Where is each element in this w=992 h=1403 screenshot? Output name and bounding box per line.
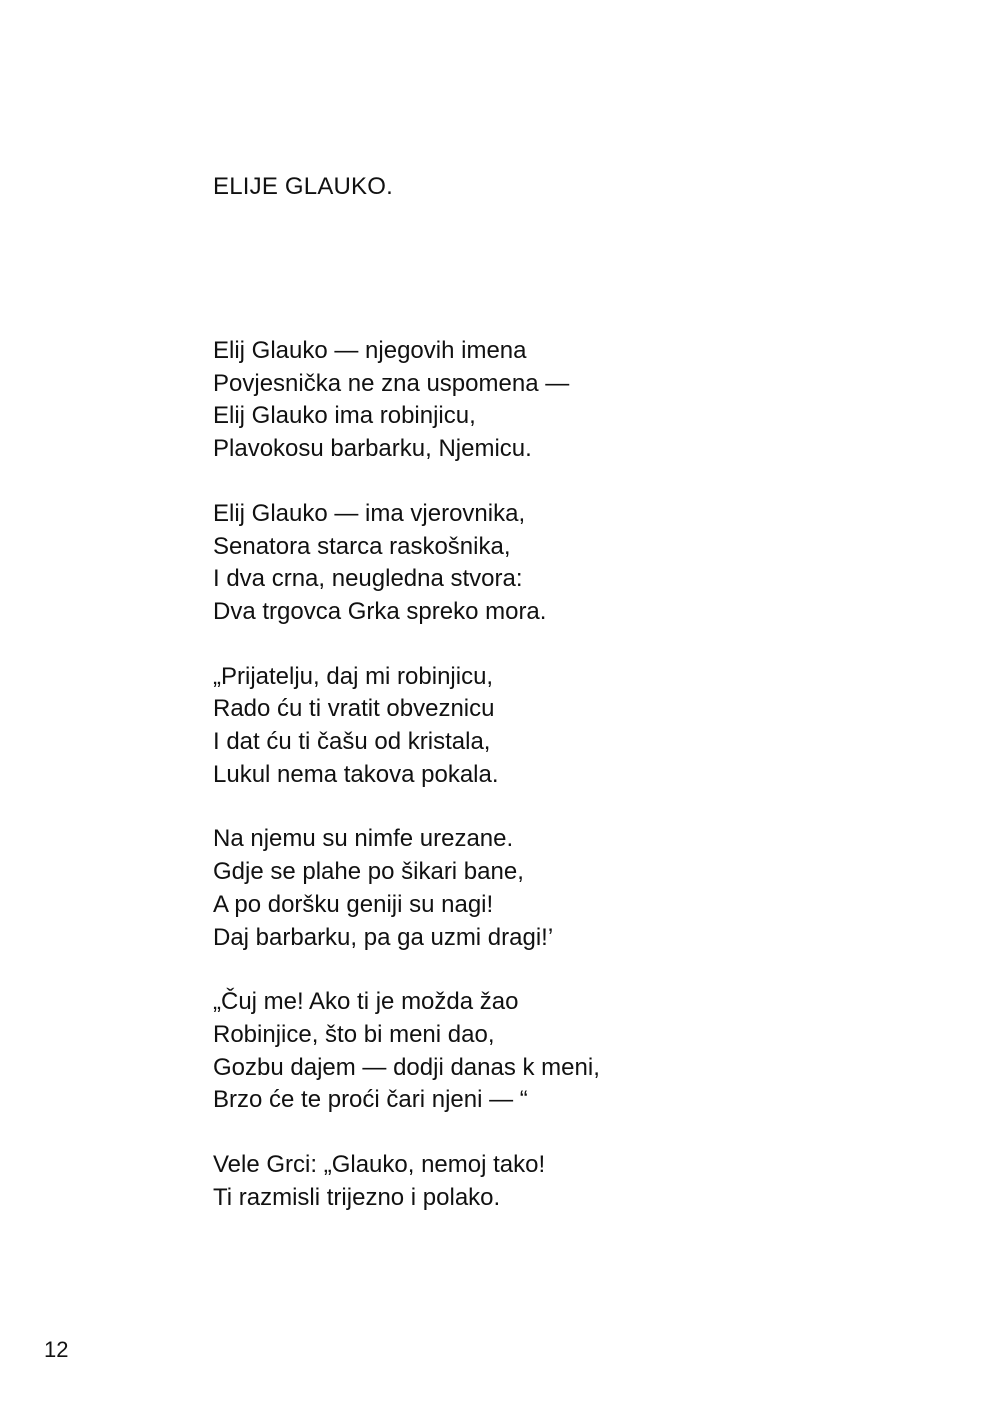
verse-line: Na njemu su nimfe urezane. — [213, 825, 514, 853]
verse-line: Ti razmisli trijezno i polako. — [213, 1183, 501, 1211]
poem-title: ELIJE GLAUKO. — [213, 173, 393, 200]
verse-line: Elij Glauko — ima vjerovnika, — [213, 499, 526, 527]
stanza — [213, 823, 600, 954]
verse-line: Gdje se plahe po šikari bane, — [213, 858, 524, 886]
verse-line: Lukul nema takova pokala. — [213, 760, 499, 788]
stanza — [213, 335, 600, 466]
stanza — [213, 661, 600, 792]
verse-line: Vele Grci: „Glauko, nemoj tako! — [213, 1151, 546, 1179]
verse-line: „Čuj me! Ako ti je možda žao — [213, 988, 519, 1016]
verse-line: A po doršku geniji su nagi! — [213, 890, 494, 918]
verse-line: Robinjice, što bi meni dao, — [213, 1020, 495, 1048]
stanza — [213, 986, 600, 1117]
verse-line: Daj barbarku, pa ga uzmi dragi!’ — [213, 923, 554, 951]
stanza — [213, 498, 600, 629]
verse-line: I dva crna, neugledna stvora: — [213, 565, 523, 593]
poem-body — [213, 335, 600, 1246]
verse-line: Gozbu dajem — dodji danas k meni, — [213, 1053, 600, 1081]
verse-line: Plavokosu barbarku, Njemicu. — [213, 435, 532, 463]
verse-line: Rado ću ti vratit obveznicu — [213, 695, 495, 723]
page-number: 12 — [44, 1337, 69, 1362]
verse-line: I dat ću ti čašu od kristala, — [213, 728, 491, 756]
verse-line: Brzo će te proći čari njeni — “ — [213, 1086, 528, 1114]
verse-line: Senatora starca raskošnika, — [213, 532, 511, 560]
verse-line: Elij Glauko ima robinjicu, — [213, 402, 476, 430]
stanza — [213, 1149, 600, 1214]
verse-line: Povjesnička ne zna uspomena — — [213, 369, 570, 397]
verse-line: Elij Glauko — njegovih imena — [213, 337, 527, 364]
verse-line: „Prijatelju, daj mi robinjicu, — [213, 662, 494, 690]
verse-line: Dva trgovca Grka spreko mora. — [213, 597, 547, 625]
